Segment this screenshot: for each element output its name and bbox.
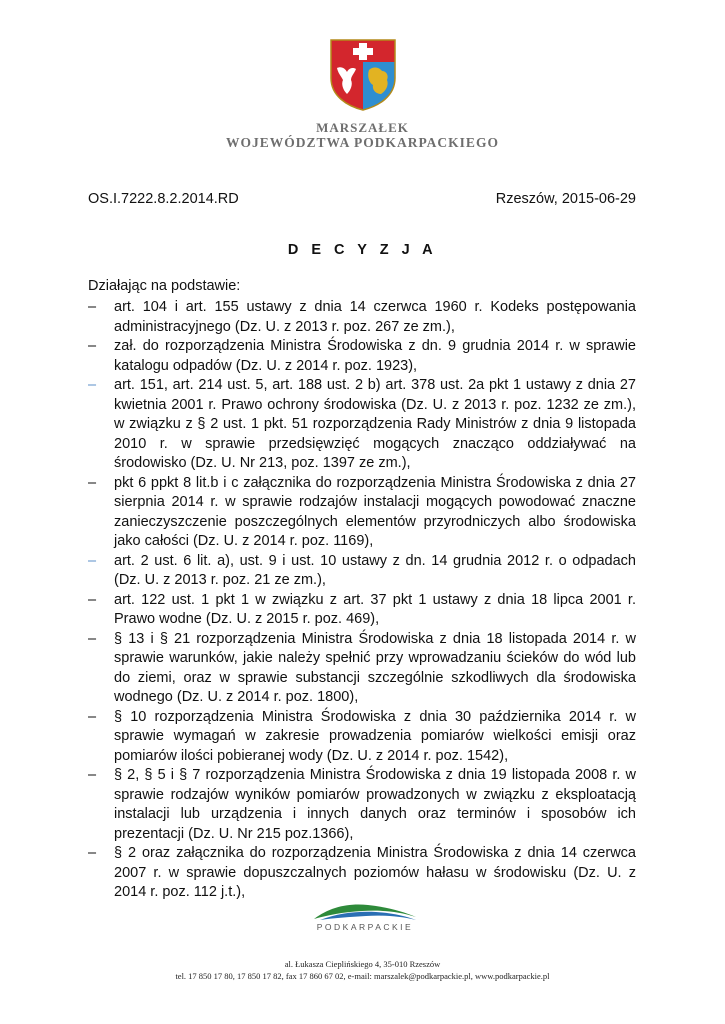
legal-basis-item [88, 708, 636, 767]
dash-marker: – [88, 708, 97, 725]
footer-address: al. Łukasza Cieplińskiego 4, 35-010 Rzeszów [284, 959, 441, 969]
dash-marker: – [88, 552, 97, 569]
dash-marker: – [88, 299, 97, 315]
issuer-title: MARSZAŁEK [316, 120, 409, 135]
legal-basis-item [88, 766, 636, 844]
legal-basis-item [88, 844, 636, 903]
legal-basis-item [88, 298, 636, 337]
dash-marker: – [88, 377, 97, 393]
legal-basis-text: art. 122 ust. 1 pkt 1 w związku z art. 37 pkt 1 ustawy z dnia 18 lipca 2001 r. Prawo wodne (Dz. U. z 2015 r. poz. 469), [114, 591, 636, 627]
legal-basis-list [88, 298, 636, 903]
brand-name: PODKARPACKIE [316, 922, 414, 932]
document-title: D E C Y Z J A [287, 242, 438, 258]
legal-basis-text: art. 2 ust. 6 lit. a), ust. 9 i ust. 10 ustawy z dn. 14 grudnia 2012 r. o odpadach (Dz. U. z 2013 r. poz. 21 ze zm.), [114, 552, 636, 588]
legal-basis-item [88, 337, 636, 376]
legal-basis-text: art. 104 i art. 155 ustawy z dnia 14 czerwca 1960 r. Kodeks postępowania administracyjnego (Dz. U. z 2013 r. poz. 267 ze zm.), [114, 299, 636, 335]
footer-contact: tel. 17 850 17 80, 17 850 17 82, fax 17 860 67 02, e-mail: marszalek@podkarpackie.pl, www.podkarpackie.pl [175, 971, 550, 981]
legal-basis-text: § 2 oraz załącznika do rozporządzenia Ministra Środowiska z dnia 14 czerwca 2007 r. w sprawie dopuszczalnych poziomów hałasu w środowisku (Dz. U. z 2014 r. poz. 112 j.t.), [114, 845, 636, 900]
legal-basis-item [88, 552, 636, 591]
intro-text: Działając na podstawie: [88, 278, 241, 294]
dash-marker: – [88, 591, 97, 608]
dash-marker: – [88, 767, 97, 783]
podkarpackie-logo [305, 899, 425, 932]
dash-marker: – [88, 338, 97, 354]
legal-basis-item [88, 591, 636, 630]
place-and-date: Rzeszów, 2015-06-29 [495, 191, 636, 207]
legal-basis-text: § 2, § 5 i § 7 rozporządzenia Ministra Środowiska z dnia 19 listopada 2008 r. w sprawie rodzajów wyników pomiarów prowadzonych w związku z eksploatacją instalacji lub urządzenia i innych danych oraz terminów i sposobów ich prezentacji (Dz. U. Nr 215 poz.1366), [114, 767, 636, 842]
dash-marker: – [88, 630, 97, 647]
legal-basis-text: art. 151, art. 214 ust. 5, art. 188 ust. 2 b) art. 378 ust. 2a pkt 1 ustawy z dnia 27 kwietnia 2001 r. Prawo ochrony środowiska (Dz. U. z 2013 r. poz. 1232 ze zm.), w związku z § 2 ust. 1 pkt. 51 rozporządzenia Rady Ministrów z dnia 9 listopada 2010 r. w sprawie przedsięwzięć mogących znacząco oddziaływać na środowisko (Dz. U. Nr 213, poz. 1397 ze zm.), [114, 377, 636, 471]
legal-basis-item [88, 376, 636, 474]
dash-marker: – [88, 845, 97, 861]
legal-basis-item [88, 630, 636, 708]
legal-basis-text: § 13 i § 21 rozporządzenia Ministra Środowiska z dnia 18 listopada 2014 r. w sprawie warunków, jakie należy spełnić przy wprowadzaniu ścieków do wód lub do ziemi, oraz w sprawie substancji szczególnie szkodliwych dla środowiska wodnego (Dz. U. z 2014 r. poz. 1800), [114, 630, 636, 705]
hills-icon [310, 899, 420, 921]
letterhead [0, 38, 725, 151]
legal-basis-text: zał. do rozporządzenia Ministra Środowiska z dn. 9 grudnia 2014 r. w sprawie katalogu odpadów (Dz. U. z 2014 r. poz. 1923), [114, 338, 636, 374]
legal-basis-text: pkt 6 ppkt 8 lit.b i c załącznika do rozporządzenia Ministra Środowiska z dnia 27 sierpnia 2014 r. w sprawie rodzajów instalacji mogących powodować znaczne zanieczyszczenie poszczególnych elementów przyrodniczych albo środowiska jako całości (Dz. U. z 2014 r. poz. 1169), [114, 474, 636, 549]
coat-of-arms-icon [329, 38, 397, 112]
legal-basis-item [88, 474, 636, 552]
dash-marker: – [88, 474, 97, 491]
page-footer [0, 958, 725, 982]
reference-number: OS.I.7222.8.2.2014.RD [88, 191, 239, 207]
legal-basis-text: § 10 rozporządzenia Ministra Środowiska z dnia 30 października 2014 r. w sprawie wymagań w zakresie prowadzenia pomiarów wielkości emisji oraz pomiarów ilości pobieranej wody (Dz. U. z 2014 r. poz. 1542), [114, 708, 636, 764]
issuer-region: WOJEWÓDZTWA PODKARPACKIEGO [226, 135, 499, 150]
